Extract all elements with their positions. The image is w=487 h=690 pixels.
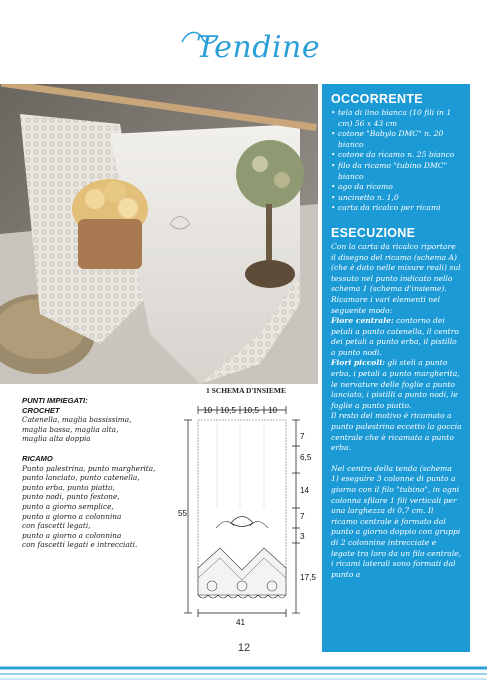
right-dim-6: 17,5: [300, 573, 316, 582]
materials-item: • ago da ricamo: [331, 182, 462, 193]
embroidery-motif: [231, 517, 253, 527]
materials-list: [331, 108, 462, 214]
execution-text: [331, 242, 462, 580]
instructions-panel: [322, 84, 470, 652]
scheme-title: 1 SCHEMA D'INSIEME: [206, 386, 287, 395]
embroidery-line: con fascetti legati e intrecciati.: [22, 540, 138, 550]
embroidery-line: punto a giorno semplice,: [22, 501, 114, 511]
execution-paragraph: Con la carta da ricalco riportare il disegno del ricamo (schema A) (che è dato nelle misure reali) sul tessuto nel punto indicato nello schema 1 (schema d'insieme). Ricamare i vari elementi nel seguente modo:: [331, 241, 461, 315]
right-dim-4: 7: [300, 512, 305, 521]
materials-item: • tela di lino bianca (10 fili in 1 cm) 56 x 43 cm: [331, 108, 462, 129]
execution-paragraph: [331, 358, 462, 411]
materials-heading: OCCORRENTE: [331, 92, 423, 106]
top-dim-1: 10: [203, 406, 213, 415]
embroidery-line: con fascetti legati,: [22, 521, 91, 531]
page-number: 12: [237, 642, 251, 654]
stitches-heading: PUNTI IMPIEGATI:: [22, 396, 88, 405]
width-dim: 41: [236, 618, 246, 627]
execution-paragraph: Il resto del motivo è ricamato a punto palestrina eccetto la goccia centrale che è ricamata a punto erba.: [331, 411, 462, 453]
central-flower-text: contorno dei petali a punto catenella, il centro dei petali a punto erba, il pistillo a punto nodi.: [331, 316, 459, 357]
execution-paragraph: Nel centro della tenda (schema 1) eseguire 3 colonne di punto a giorno con il filo "tubino", in ogni colonna sfilare 1 fili verticali per una larghezza di 0,7 cm. Il ricamo centrale è formato dal punto a giorno doppio con gruppi di 2 colonnine intrecciate e legate tra loro da un filo centrale, i ricami laterali sono formati dal punto a: [331, 463, 462, 579]
top-dim-2: 10,5: [220, 406, 236, 415]
materials-item: • carta da ricalco per ricami: [331, 203, 462, 214]
height-dim: 55: [178, 509, 188, 518]
right-dim-5: 3: [300, 532, 305, 541]
execution-paragraph: [331, 316, 462, 358]
materials-item: • cotone "Babylo DMC" n. 20 bianco: [331, 129, 462, 150]
embroidery-heading: RICAMO: [22, 453, 53, 463]
crochet-line: maglia alta doppia: [22, 434, 91, 444]
embroidery-line: punto a giorno a colonnina: [22, 511, 122, 521]
right-dim-2: 6,5: [300, 453, 312, 462]
small-flowers-label: Fiori piccoli:: [331, 358, 385, 368]
materials-item: • filo da ricamo "tubino DMC" bianco: [331, 161, 462, 182]
small-flowers-text: gli steli a punto erba, i petali a punto margherita, le nervature delle foglie a punto lanciato, i pistilli a punto nodi, le foglie a punto piatto.: [331, 358, 460, 410]
embroidery-line: Punto palestrina, punto margherita,: [22, 463, 156, 473]
embroidery-line: punto lanciato, punto catenella,: [22, 473, 140, 483]
embroidery-line: punto a giorno a colonnina: [22, 530, 122, 540]
crochet-line: Catenella, maglia bassissima,: [22, 415, 132, 425]
page-title: Tendine: [196, 30, 321, 65]
materials-item: • uncinetto n. 1,0: [331, 193, 462, 204]
right-dim-1: 7: [300, 432, 305, 441]
central-flower-label: Fiore centrale:: [331, 316, 394, 326]
crochet-heading: CROCHET: [22, 405, 60, 415]
stitches-used: [22, 396, 172, 550]
scheme-diagram: [176, 398, 321, 628]
embroidery-line: punto nodi, punto festone,: [22, 492, 120, 502]
embroidery-line: punto erba, punto piatto,: [22, 482, 115, 492]
lace-border: [198, 548, 286, 595]
right-dim-3: 14: [300, 486, 310, 495]
product-photo: [0, 84, 318, 384]
footer-decoration: [0, 660, 487, 690]
crochet-line: maglia bassa, maglia alta,: [22, 424, 119, 434]
top-dim-4: 10: [268, 406, 278, 415]
top-dim-3: 10,5: [243, 406, 259, 415]
materials-item: • cotone da ricamo n. 25 bianco: [331, 150, 462, 161]
execution-heading: ESECUZIONE: [331, 225, 416, 240]
